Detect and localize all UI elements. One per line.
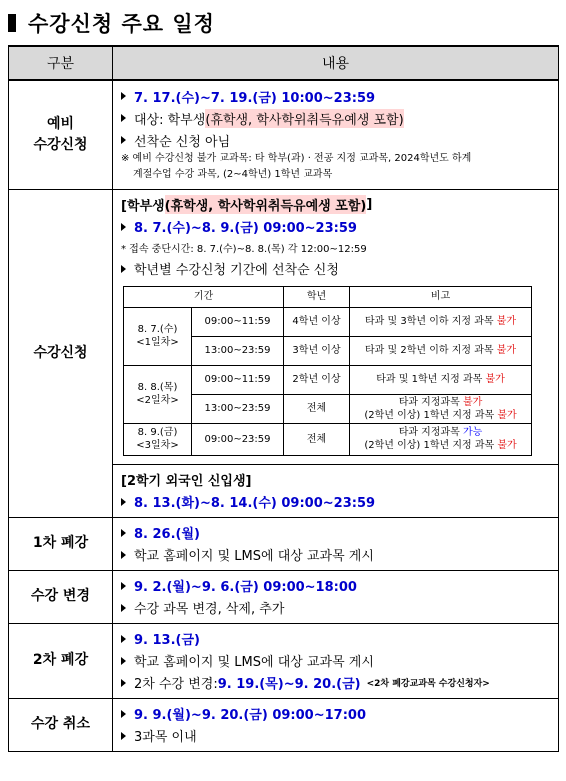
pre-registration-row (9, 80, 559, 189)
row3-remark-text: 타과 및 1학년 지정 과목 (376, 374, 486, 385)
pre-note-line1: ※ 예비 수강신청 불가 교과목: 타 학부(과) · 전공 지정 교과목, 2024학년도 하계 (121, 153, 472, 164)
row4-remark2: (2학년 이상) 1학년 지정 과목 (364, 409, 498, 421)
day3-label: <3일차> (136, 440, 179, 451)
closure1-row (9, 517, 559, 570)
pre-registration-category (9, 80, 113, 189)
grade-schedule-table (123, 286, 532, 456)
arrow-bullet-icon (121, 582, 126, 590)
closure2-date: 9. 13.(금) (134, 633, 200, 648)
sub-header-remark: 비고 (350, 286, 532, 307)
row3-grade: 2학년 이상 (284, 365, 350, 394)
schedule-header-row (9, 46, 559, 80)
closure2-row (9, 623, 559, 698)
title-bullet-square (8, 14, 16, 32)
pre-target-highlight: (휴학생, 학사학위취득유예생 포함) (205, 109, 403, 128)
change-desc: 수강 과목 변경, 삭제, 추가 (134, 602, 285, 617)
section-divider (113, 464, 558, 465)
row3-time: 09:00~11:59 (192, 365, 284, 394)
arrow-bullet-icon (121, 732, 126, 740)
row5-remark2: (2학년 이상) 1학년 지정 과목 (364, 440, 498, 451)
pre-note (121, 151, 552, 182)
registration-row (9, 189, 559, 517)
closure2-content (113, 623, 559, 698)
row2-status: 불가 (496, 345, 517, 356)
pre-category-line1: 예비 (46, 116, 75, 133)
sub-header-period: 기간 (124, 286, 284, 307)
row3-remark (350, 365, 532, 394)
closure1-date: 8. 26.(월) (134, 527, 200, 542)
change-row (9, 570, 559, 623)
row5-grade: 전체 (284, 423, 350, 455)
cancel-row (9, 698, 559, 751)
day1-date: 8. 7.(수) (137, 324, 178, 335)
cancel-desc: 3과목 이내 (134, 730, 197, 745)
row4-status2: 불가 (497, 409, 517, 421)
day2-date: 8. 8.(목) (137, 382, 178, 393)
by-grade-text: 학년별 수강신청 기간에 선착순 신청 (134, 263, 339, 278)
row1-grade: 4학년 이상 (284, 307, 350, 336)
arrow-bullet-icon (121, 657, 126, 665)
foreign-title: [2학기 외국인 신입생] (121, 474, 252, 489)
row1-time: 09:00~11:59 (192, 307, 284, 336)
closure1-category: 1차 폐강 (9, 517, 113, 570)
arrow-bullet-icon (121, 679, 126, 687)
page-title: 수강신청 주요 일정 (28, 12, 215, 36)
registration-content (113, 189, 559, 517)
arrow-bullet-icon (121, 114, 126, 122)
row1-remark (350, 307, 532, 336)
row4-status1: 불가 (463, 396, 483, 408)
cancel-content (113, 698, 559, 751)
group-close: ] (366, 197, 373, 212)
row5-status2: 불가 (497, 440, 517, 451)
cancel-category: 수강 취소 (9, 698, 113, 751)
row4-time: 13:00~23:59 (192, 394, 284, 423)
day2-label: <2일차> (136, 395, 179, 406)
arrow-bullet-icon (121, 604, 126, 612)
pre-target: 대상: 학부생 (134, 112, 206, 128)
arrow-bullet-icon (121, 265, 126, 273)
pre-date: 7. 17.(수)~7. 19.(금) 10:00~23:59 (134, 90, 376, 106)
pre-first-come: 선착순 신청 아님 (134, 134, 231, 150)
header-category: 구분 (9, 46, 113, 80)
cancel-date: 9. 9.(월)~9. 20.(금) 09:00~17:00 (134, 708, 366, 723)
row4-grade: 전체 (284, 394, 350, 423)
arrow-bullet-icon (121, 710, 126, 718)
arrow-bullet-icon (121, 551, 126, 559)
undergrad-group-title (121, 194, 552, 216)
foreign-date: 8. 13.(화)~8. 14.(수) 09:00~23:59 (134, 496, 376, 511)
day3-date: 8. 9.(금) (137, 427, 178, 438)
pre-category-line2: 수강신청 (33, 136, 88, 153)
closure2-change-date: 9. 19.(목)~9. 20.(금) (217, 677, 361, 692)
group-highlight: (휴학생, 학사학위취득유예생 포함) (165, 195, 367, 214)
arrow-bullet-icon (121, 136, 126, 144)
arrow-bullet-icon (121, 498, 126, 506)
header-content: 내용 (113, 46, 559, 80)
closure1-content (113, 517, 559, 570)
row2-time: 13:00~23:59 (192, 336, 284, 365)
group-open: [학부생 (121, 199, 165, 214)
arrow-bullet-icon (121, 529, 126, 537)
registration-date: 8. 7.(수)~8. 9.(금) 09:00~23:59 (134, 221, 357, 236)
row4-remark1: 타과 지정과목 (398, 396, 464, 408)
registration-category: 수강신청 (9, 189, 113, 517)
row5-status1: 가능 (463, 427, 483, 438)
page-title-block (8, 8, 215, 38)
arrow-bullet-icon (121, 223, 126, 231)
interrupt-note: * 접속 중단시간: 8. 7.(수)~8. 8.(목) 각 12:00~12:59 (121, 244, 367, 255)
row5-time: 09:00~23:59 (192, 423, 284, 455)
row4-remark (350, 394, 532, 423)
closure2-category: 2차 폐강 (9, 623, 113, 698)
closure2-desc: 학교 홈페이지 및 LMS에 대상 교과목 게시 (134, 655, 374, 670)
row2-grade: 3학년 이상 (284, 336, 350, 365)
day2-cell (124, 365, 192, 423)
day1-cell (124, 307, 192, 365)
day1-label: <1일차> (136, 337, 179, 348)
change-content (113, 570, 559, 623)
row1-remark-text: 타과 및 3학년 이하 지정 과목 (365, 316, 497, 327)
row5-remark (350, 423, 532, 455)
closure2-change-note: <2차 폐강교과목 수강신청자> (366, 679, 490, 689)
row1-status: 불가 (496, 316, 517, 327)
change-date: 9. 2.(월)~9. 6.(금) 09:00~18:00 (134, 580, 357, 595)
arrow-bullet-icon (121, 635, 126, 643)
pre-note-line2: 계절수업 수강 과목, (2~4학년) 1학년 교과목 (133, 168, 333, 180)
row2-remark-text: 타과 및 2학년 이하 지정 과목 (365, 345, 497, 356)
row2-remark (350, 336, 532, 365)
row3-status: 불가 (485, 374, 505, 385)
sub-header-grade: 학년 (284, 286, 350, 307)
closure2-change-prefix: 2차 수강 변경: (134, 677, 218, 692)
closure1-desc: 학교 홈페이지 및 LMS에 대상 교과목 게시 (134, 549, 374, 564)
change-category: 수강 변경 (9, 570, 113, 623)
day3-cell (124, 423, 192, 455)
arrow-bullet-icon (121, 92, 126, 100)
schedule-table (8, 45, 559, 752)
pre-registration-content (113, 80, 559, 189)
row5-remark1: 타과 지정과목 (398, 427, 464, 438)
